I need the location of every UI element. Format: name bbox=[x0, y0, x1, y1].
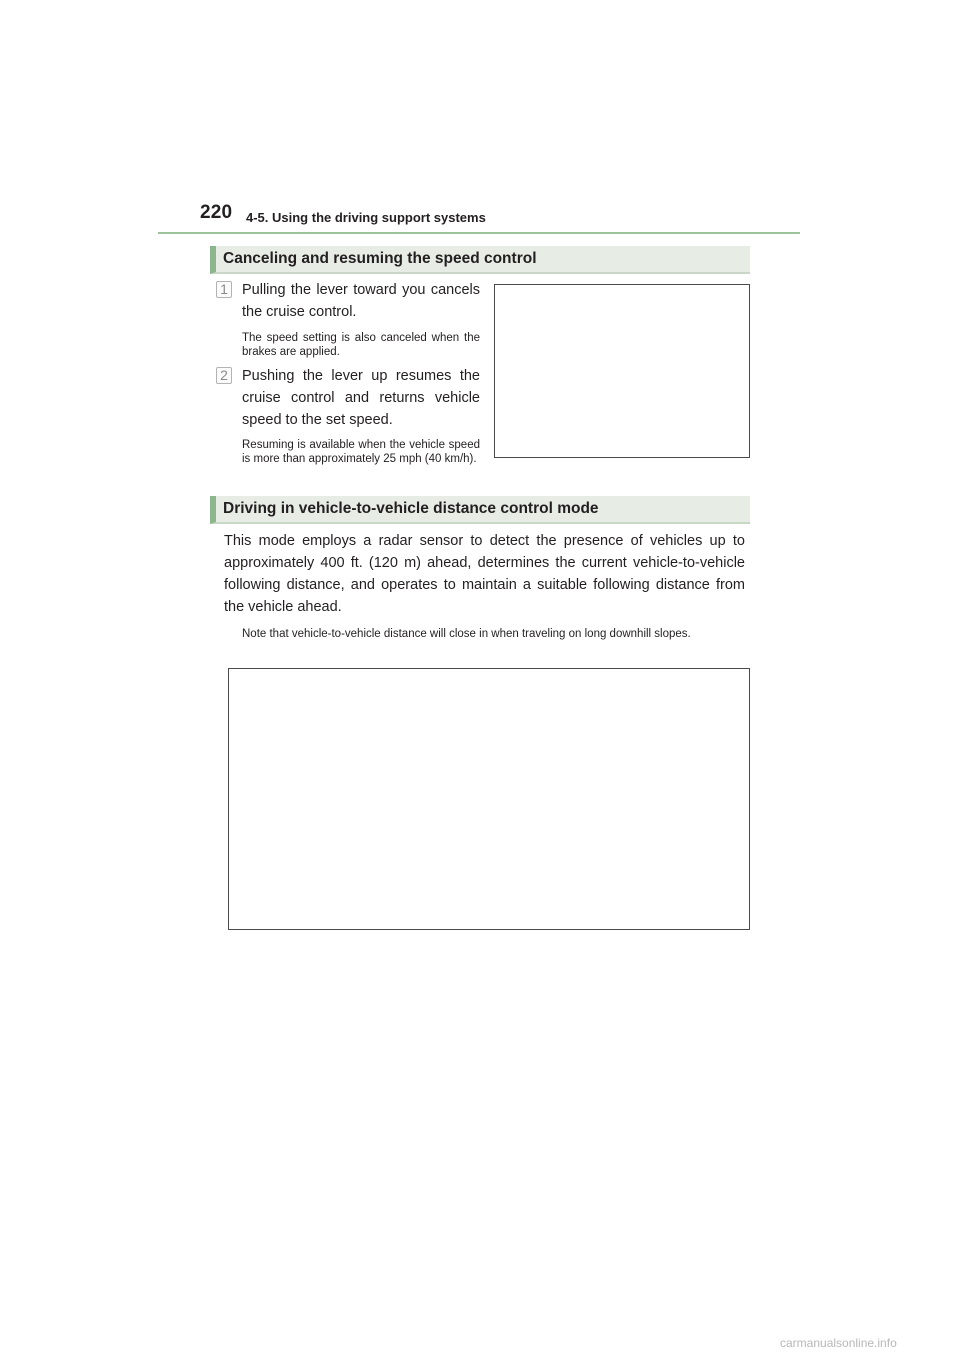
section-title-bar-distance-control bbox=[210, 496, 750, 524]
section-title: Canceling and resuming the speed control bbox=[223, 250, 537, 267]
step-note-1: The speed setting is also canceled when the brakes are applied. bbox=[242, 332, 480, 358]
step-text-1: Pulling the lever toward you cancels the cruise control. bbox=[242, 282, 480, 320]
body-paragraph: This mode employs a radar sensor to detect the presence of vehicles up to approximately 400 ft. (120 m) ahead, determines the current vehicle-to-vehicle following distance, and operates to maintain a suitable following distance from the vehicle ahead. bbox=[224, 533, 745, 615]
step-number-1: 1 bbox=[216, 281, 232, 298]
step-note-2: Resuming is available when the vehicle speed is more than approximately 25 mph (40 km/h). bbox=[242, 439, 480, 465]
section-title: Driving in vehicle-to-vehicle distance control mode bbox=[223, 500, 599, 517]
header-divider bbox=[158, 232, 800, 234]
step-text-2: Pushing the lever up resumes the cruise control and returns vehicle speed to the set speed. bbox=[242, 368, 480, 428]
page-number: 220 bbox=[200, 202, 233, 223]
chapter-heading: 4-5. Using the driving support systems bbox=[246, 210, 486, 225]
distance-control-illustration bbox=[228, 668, 750, 930]
body-note: Note that vehicle-to-vehicle distance will close in when traveling on long downhill slopes. bbox=[242, 628, 691, 640]
section-title-bar-canceling bbox=[210, 246, 750, 274]
watermark-text: carmanualsonline.info bbox=[780, 1336, 897, 1350]
step-number-2: 2 bbox=[216, 367, 232, 384]
lever-illustration bbox=[494, 284, 750, 458]
